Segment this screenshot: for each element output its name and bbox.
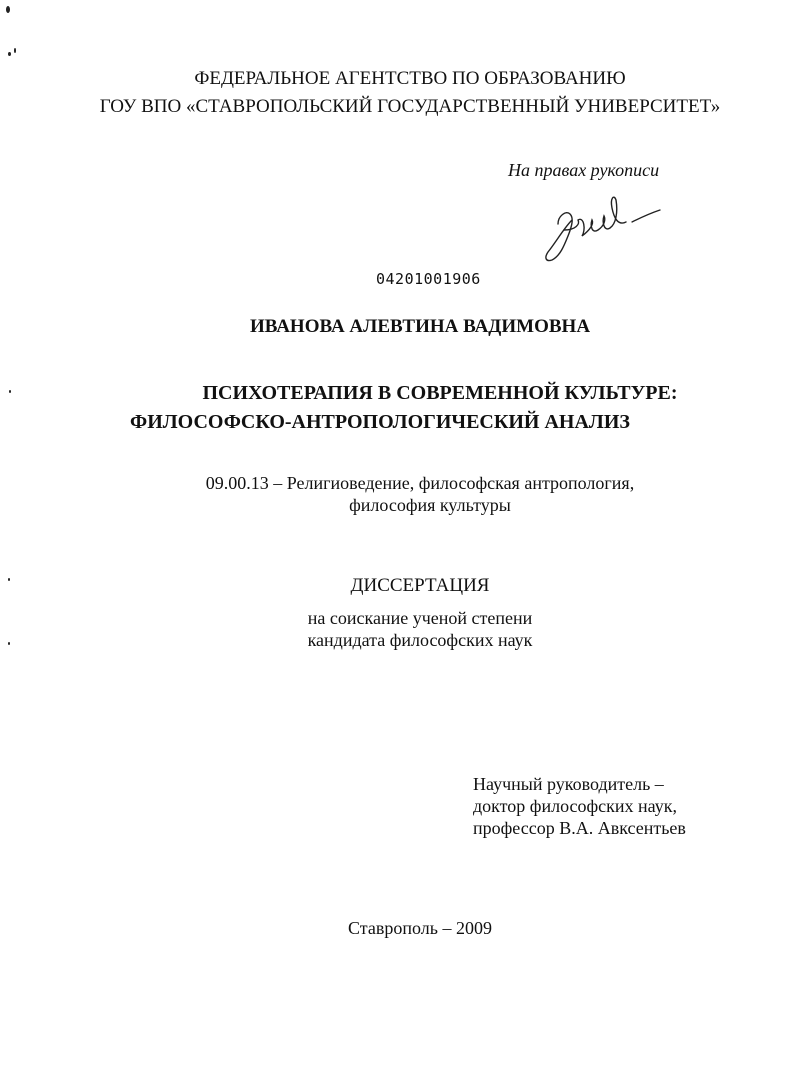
dissertation-title-line-2: ФИЛОСОФСКО-АНТРОПОЛОГИЧЕСКИЙ АНАЛИЗ [130, 411, 630, 433]
scan-speck [8, 52, 11, 56]
handwritten-signature [534, 190, 674, 268]
degree-line-1: на соискание ученой степени [307, 608, 533, 628]
document-type: ДИССЕРТАЦИЯ [350, 575, 490, 596]
scan-speck [14, 48, 16, 53]
scan-speck [6, 6, 10, 13]
supervisor-block [473, 774, 686, 840]
scan-speck [9, 390, 11, 393]
university-name: ГОУ ВПО «СТАВРОПОЛЬСКИЙ ГОСУДАРСТВЕННЫЙ УНИВЕРСИТЕТ» [99, 96, 721, 117]
scan-speck [8, 642, 10, 645]
place-and-year: Ставрополь – 2009 [348, 918, 492, 938]
specialty-line-2: философия культуры [349, 495, 511, 515]
dissertation-title-line-1: ПСИХОТЕРАПИЯ В СОВРЕМЕННОЙ КУЛЬТУРЕ: [202, 382, 678, 404]
supervisor-line-1: Научный руководитель – [473, 774, 664, 794]
author-name: ИВАНОВА АЛЕВТИНА ВАДИМОВНА [249, 316, 591, 337]
catalog-number: 04201001906 [376, 270, 481, 288]
supervisor-line-3: профессор В.А. Авксентьев [473, 817, 686, 838]
specialty-line-1: 09.00.13 – Религиоведение, философская антропология, [205, 473, 635, 493]
manuscript-note: На правах рукописи [508, 160, 660, 180]
degree-line-2: кандидата философских наук [307, 630, 533, 650]
supervisor-line-2: доктор философских наук, [473, 795, 677, 816]
scan-speck [8, 578, 10, 581]
agency-name: ФЕДЕРАЛЬНОЕ АГЕНТСТВО ПО ОБРАЗОВАНИЮ [194, 68, 626, 89]
